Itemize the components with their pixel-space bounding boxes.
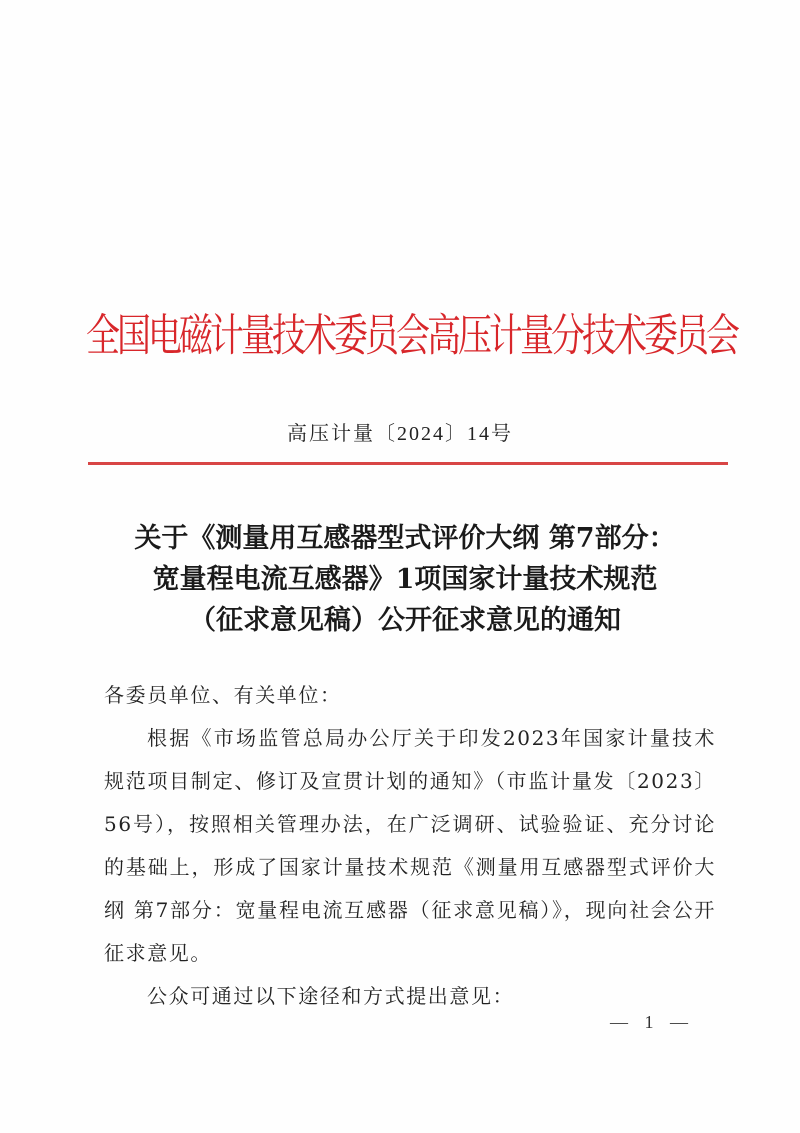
title-line: 宽量程电流互感器》1项国家计量技术规范 xyxy=(152,564,658,595)
issuer-header: 全国电磁计量技术委员会高压计量分技术委员会 xyxy=(86,310,737,363)
title-line: 关于《测量用互感器型式评价大纲 第7部分： xyxy=(134,523,676,554)
red-divider-line xyxy=(88,462,728,465)
title-line: （征求意见稿）公开征求意见的通知 xyxy=(189,605,621,636)
body-paragraph: 公众可通过以下途径和方式提出意见： xyxy=(147,984,515,1008)
document-title xyxy=(90,518,720,641)
document-number: 高压计量〔2024〕14号 xyxy=(287,423,513,445)
page-number: — 1 — xyxy=(610,1012,694,1032)
salutation: 各委员单位、有关单位： xyxy=(104,683,342,707)
body-paragraph: 根据《市场监管总局办公厅关于印发2023年国家计量技术规范项目制定、修订及宣贯计划的通知》（市监计量发〔2023〕56号），按照相关管理办法，在广泛调研、试验验证、充分讨论的基础上，形成了国家计量技术规范《测量用互感器型式评价大纲 第7部分：宽量程电流互感器（征求意见稿）》，现向社会公开征求意见。 xyxy=(104,726,716,965)
document-body xyxy=(104,674,716,1018)
